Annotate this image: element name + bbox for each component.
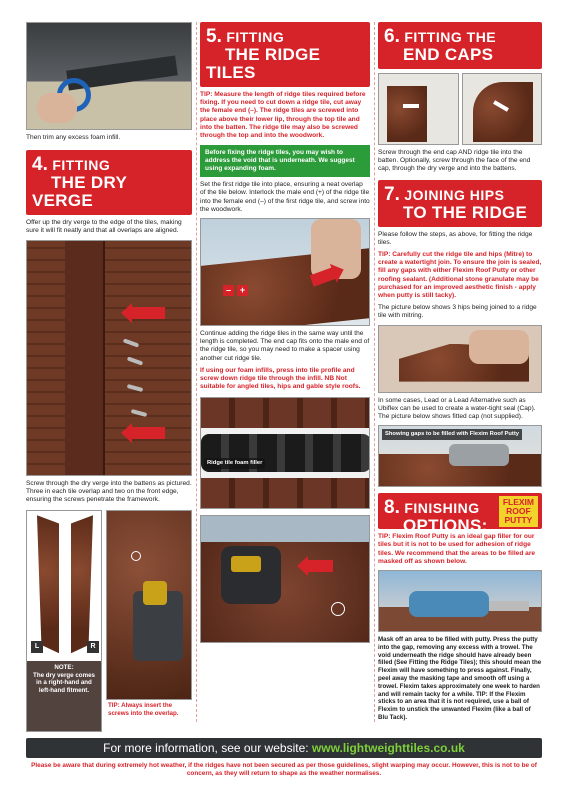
section-title-line2: END CAPS (403, 45, 494, 64)
drill-ridge-photo (200, 515, 370, 643)
fitment-note (27, 661, 101, 731)
lead-cap-photo (378, 425, 542, 487)
left-label: L (31, 641, 43, 653)
column-left (26, 22, 192, 732)
gaps-caption: Showing gaps to be filled with Flexim Roof Putty (382, 429, 522, 440)
section-6-banner (378, 22, 542, 69)
column-divider (196, 22, 197, 722)
section-number: 7. (384, 183, 400, 205)
section-7-intro: Please follow the steps, as above, for fitting the ridge tiles. (378, 230, 533, 246)
section-4-intro: Offer up the dry verge to the edge of the tiles, making sure it will fit neatly and that all overlaps are aligned. (26, 219, 182, 235)
first-ridge-tile-text: Set the first ridge tile into place, ensuring a neat overlap of the tile below. Interlock the male end (+) of the ridge tile into the female end (–) of the first ridge tile, and screw into the woodwork. (200, 181, 370, 213)
drill-screw-photo (106, 510, 192, 700)
end-cap-photo-1 (378, 73, 459, 145)
arrow-icon (131, 427, 165, 439)
flexim-application-photo (378, 570, 542, 632)
section-number: 8. (384, 497, 400, 519)
hot-weather-warning: Please be aware that during extremely hot weather, if the ridges have not been secured as per those guidelines, slight warping may occur. However, this is not to be of concern, as they will return to shape as the weather normalises. (31, 762, 537, 777)
section-title-line1: JOINING HIPS (404, 186, 505, 203)
end-cap-photo-2 (462, 73, 543, 145)
verge-fitment-area (26, 510, 192, 732)
section-number: 5. (206, 26, 222, 47)
hips-mitre-photo (378, 325, 542, 393)
foam-infill-tip: If using our foam infills, press into tile profile and screw down ridge tile through the infill. NB Not suitable for angled tiles, hips and gable style roofs. (200, 366, 361, 391)
footer-bar (26, 738, 542, 758)
ridge-interlock-photo (200, 218, 370, 326)
section-title-line1: FITTING (52, 157, 111, 174)
screw-icon (127, 356, 143, 365)
section-8-text: Mask off an area to be filled with putty. Press the putty into the gap, removing any excess with a trowel. The void underneath the ridge should have already been filled (See Fitting the Ridge Tiles); this should mean the Flexim will have something to press against. Finally, peel away the masking tape and smooth off using a trowel. Flexim takes approximately one week to harden and will remain tacky for a while. TIP: If the Flexim sticks to an area that it is not required, use a ball of Flexim to unstick the unwanted Flexim (like a ball of Blu Tack). (378, 636, 542, 722)
arrow-icon (131, 307, 165, 319)
foam-filler-photo (200, 397, 370, 509)
section-number: 4. (32, 154, 48, 176)
hips-caption: The picture below shows 3 hips being joined to a ridge tile with mitring. (378, 304, 537, 320)
column-right (378, 22, 542, 722)
section-title-line2: THE DRY VERGE (32, 173, 127, 211)
section-7-tip: TIP: Carefully cut the ridge tile and hips (Mitre) to create a watertight join. To ensure the join is sealed, fill any gaps with either Flexim Roof Putty or other roofing sealant. (Additional stone granulate may be purchased for an improved aesthetic finish - apply when putty is still tacky). (378, 251, 542, 300)
male-end-plus-badge: + (237, 285, 248, 296)
end-cap-photos (378, 73, 542, 145)
section-5-tip: TIP: Measure the length of ridge tiles required before fixing. If you need to cut down a ridge tile, cut away the female end (–). The ridge tiles are screwed into place above their lower lip, through the top tile and into the batten. The ridge tile may also be screwed through the top and into the woodwork. (200, 91, 366, 140)
screw-icon (123, 338, 139, 347)
flexim-putty-badge (499, 496, 538, 527)
foam-filler-label: Ridge tile foam filler (204, 458, 265, 469)
section-7-banner (378, 180, 542, 227)
trim-foam-photo (26, 22, 192, 130)
section-5-banner (200, 22, 370, 87)
female-end-minus-badge: – (223, 285, 234, 296)
section-title-line1: FITTING (226, 29, 285, 45)
dry-verge-photo (26, 240, 192, 476)
left-right-verge-photo (26, 510, 102, 732)
website-link[interactable]: www.lightweighttiles.co.uk (311, 741, 465, 755)
note-title: NOTE: (54, 664, 74, 672)
continue-ridge-text: Continue adding the ridge tiles in the same way until the length is completed. The end cap fits onto the male end of the ridge tile, so you may need to make a spacer using another cut ridge tile. (200, 330, 370, 362)
section-title-line2: THE RIDGE TILES (206, 45, 321, 82)
column-middle (200, 22, 370, 643)
screw-icon (127, 384, 143, 392)
tip-insert-screws: TIP: Always insert the screws into the overlap. (108, 702, 179, 717)
lead-alternative-text: In some cases, Lead or a Lead Alternative such as Ubiflex can be used to create a water-tight seal (Cap). The picture below shows fitted cap (not supplied). (378, 396, 536, 421)
section-6-text: Screw through the end cap AND ridge tile into the batten. Optionally, screw through the face of the end cap, through the dry verge and into the battens. (378, 149, 531, 173)
section-title-line2: OPTIONS: (403, 516, 488, 536)
footer-prefix: For more information, see our website: (103, 741, 309, 755)
badge-line1: FLEXIM (502, 497, 534, 508)
note-body: The dry verge comes in a right-hand and left-hand fitment. (33, 671, 95, 694)
section-title-line1: FITTING THE (404, 29, 497, 45)
trim-caption: Then trim any excess foam infill. (26, 134, 121, 141)
expanding-foam-note: Before fixing the ridge tiles, you may wish to address the void that is underneath. We suggest using expanding foam. (200, 145, 370, 177)
section-8-tip: TIP: Flexim Roof Putty is an ideal gap filler for our tiles but it is not to be used for adhesion of ridge tiles. We recommend that the areas to be filled are masked off as shown below. (378, 533, 536, 565)
screw-icon (131, 409, 147, 417)
section-8-banner (378, 493, 542, 536)
arrow-icon (307, 560, 333, 572)
badge-line3: PUTTY (504, 515, 533, 526)
column-divider (374, 22, 375, 722)
section-title-line1: FINISHING (404, 500, 480, 517)
section-number: 6. (384, 26, 400, 47)
right-label: R (87, 641, 99, 653)
section-title-line2: TO THE RIDGE (403, 202, 528, 222)
section-4-banner (26, 150, 192, 215)
section-4-screw-text: Screw through the dry verge into the battens as pictured. Three in each tile overlap and two on the front edge, ensuring the screws penetrate the framework. (26, 479, 192, 504)
badge-line2: ROOF (506, 506, 531, 517)
